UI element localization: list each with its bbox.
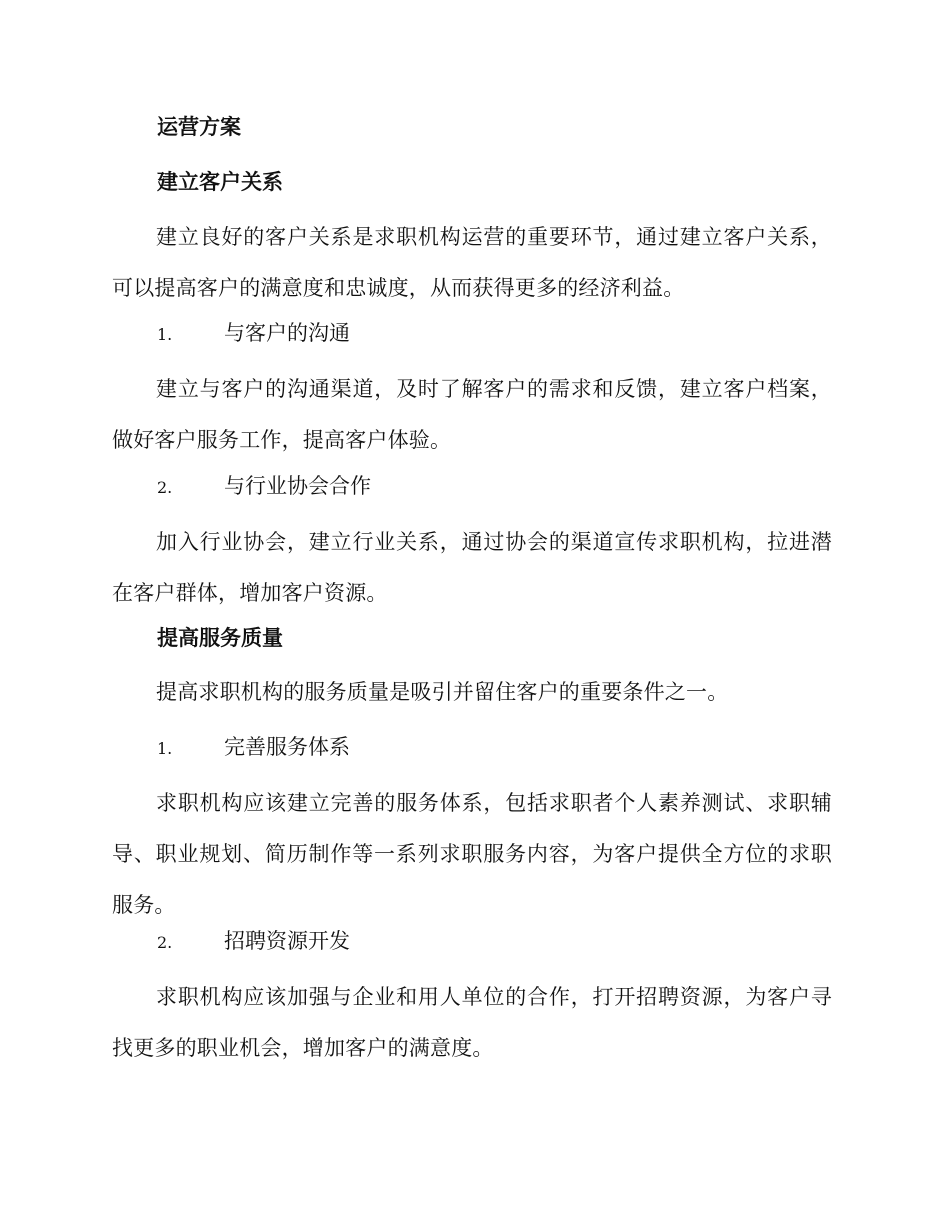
list-item-title-industry-association: 与行业协会合作 (224, 474, 371, 498)
section-intro-service-quality: 提高求职机构的服务质量是吸引并留住客户的重要条件之一。 (156, 680, 729, 704)
section-intro-customer-relations: 建立良好的客户关系是求职机构运营的重要环节，通过建立客户关系，可以提高客户的满意度和忠诚度，从而获得更多的经济利益。 (112, 225, 832, 300)
section-heading-service-quality: 提高服务质量 (157, 625, 283, 650)
list-item-number: 1. (157, 739, 173, 758)
document-title: 运营方案 (157, 114, 241, 139)
list-item-title-communication: 与客户的沟通 (224, 321, 350, 345)
list-item-number: 2. (157, 478, 173, 497)
paragraph-industry-association: 加入行业协会，建立行业关系，通过协会的渠道宣传求职机构，拉进潜在客户群体，增加客户资源。 (112, 530, 832, 605)
section-heading-customer-relations: 建立客户关系 (157, 169, 283, 194)
list-item-title-recruitment-resources: 招聘资源开发 (224, 929, 350, 953)
paragraph-service-system: 求职机构应该建立完善的服务体系，包括求职者个人素养测试、求职辅导、职业规划、简历制作等一系列求职服务内容，为客户提供全方位的求职服务。 (112, 791, 832, 917)
list-item-number: 2. (157, 933, 173, 952)
list-item-title-service-system: 完善服务体系 (224, 735, 350, 759)
paragraph-recruitment-resources: 求职机构应该加强与企业和用人单位的合作，打开招聘资源，为客户寻找更多的职业机会，增加客户的满意度。 (112, 985, 832, 1060)
list-item-number: 1. (157, 325, 173, 344)
paragraph-communication: 建立与客户的沟通渠道，及时了解客户的需求和反馈，建立客户档案，做好客户服务工作，提高客户体验。 (112, 377, 832, 452)
